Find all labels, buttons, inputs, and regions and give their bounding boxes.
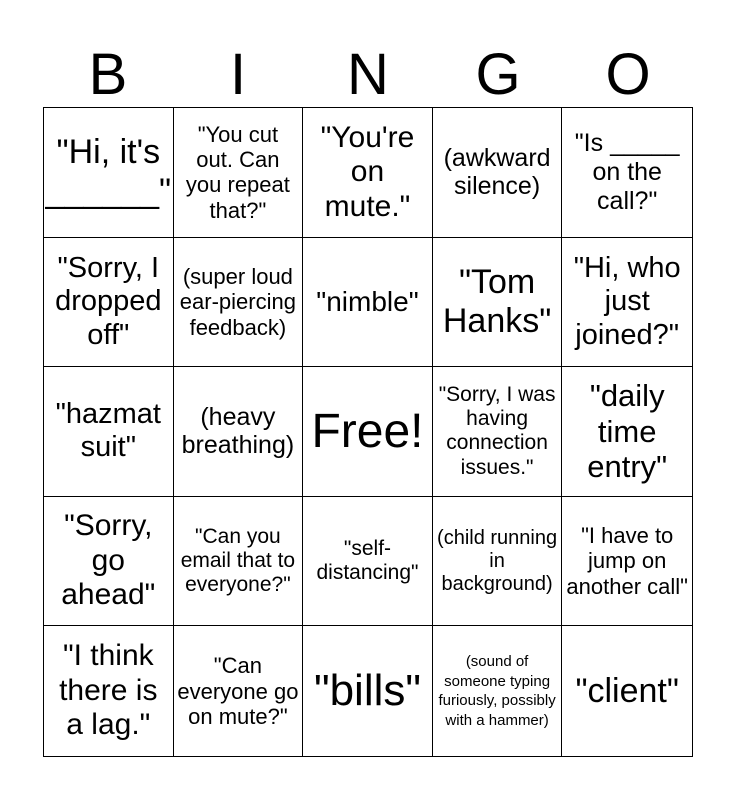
cell-text: (heavy breathing) [181,402,295,460]
bingo-cell-7[interactable] [174,238,304,368]
bingo-cell-23[interactable] [303,626,433,756]
cell-text: (awkward silence) [443,143,551,201]
bingo-cell-21[interactable] [44,626,174,756]
bingo-cell-12[interactable] [174,367,304,497]
bingo-board [43,107,693,757]
cell-text: "Sorry, go ahead" [61,509,156,612]
cell-text: "client" [575,671,679,710]
free-space-cell[interactable] [303,367,433,497]
bingo-cell-10[interactable] [562,238,692,368]
cell-text: "nimble" [316,285,419,317]
cell-text: "daily time entry" [587,378,668,485]
bingo-cell-3[interactable] [303,108,433,238]
bingo-cell-15[interactable] [562,367,692,497]
free-space-text: Free! [311,404,424,458]
bingo-cell-16[interactable] [44,497,174,627]
bingo-cell-14[interactable] [433,367,563,497]
bingo-cell-9[interactable] [433,238,563,368]
bingo-cell-20[interactable] [562,497,692,627]
cell-text: "I think there is a lag." [59,639,158,742]
cell-text: "I have to jump on another call" [566,523,688,599]
cell-text: "bills" [313,665,422,715]
header-letter-i: I [229,42,247,107]
header-letter-b: B [88,42,128,107]
bingo-cell-18[interactable] [303,497,433,627]
bingo-cell-25[interactable] [562,626,692,756]
cell-text: "Hi, it's ______" [45,133,172,211]
cell-text: "Is _____ on the call?" [574,129,680,215]
cell-text: "Sorry, I was having connection issues." [438,383,556,479]
bingo-cell-1[interactable] [44,108,174,238]
bingo-cell-17[interactable] [174,497,304,627]
bingo-cell-11[interactable] [44,367,174,497]
bingo-cell-19[interactable] [433,497,563,627]
bingo-cell-24[interactable] [433,626,563,756]
cell-text: "self-distancing" [316,536,419,585]
cell-text: "You're on mute." [320,120,415,223]
cell-text: "Sorry, I dropped off" [55,251,162,351]
cell-text: (child running in background) [437,526,558,595]
cell-text: (sound of someone typing furiously, possibly with a hammer) [438,653,556,729]
cell-text: "Can everyone go on mute?" [177,653,299,729]
cell-text: "Tom Hanks" [442,262,552,340]
bingo-cell-5[interactable] [562,108,692,238]
cell-text: "hazmat suit" [55,398,161,464]
cell-text: "Can you email that to everyone?" [180,524,296,597]
header-letter-o: O [605,42,651,107]
header-letter-g: G [475,42,521,107]
bingo-cell-8[interactable] [303,238,433,368]
header-letter-n: N [347,42,389,107]
bingo-cell-4[interactable] [433,108,563,238]
bingo-cell-2[interactable] [174,108,304,238]
bingo-cell-6[interactable] [44,238,174,368]
bingo-header [43,44,693,106]
bingo-cell-22[interactable] [174,626,304,756]
cell-text: "You cut out. Can you repeat that?" [185,121,290,223]
cell-text: "Hi, who just joined?" [573,251,681,351]
cell-text: (super loud ear-piercing feedback) [179,263,296,340]
